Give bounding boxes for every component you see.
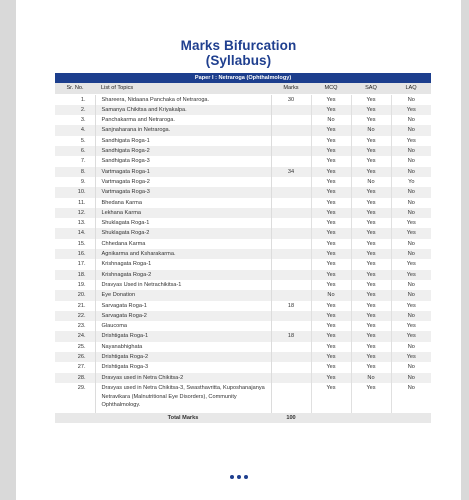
sr-cell: 13.: [55, 218, 95, 228]
marks-cell: [271, 321, 311, 331]
laq-cell: Yes: [391, 331, 431, 341]
table-row: [55, 259, 431, 269]
marks-cell: [271, 105, 311, 115]
sr-cell: 5.: [55, 136, 95, 146]
table-row: [55, 218, 431, 228]
sr-cell: 24.: [55, 331, 95, 341]
dot-icon: [237, 475, 241, 479]
mcq-cell: Yes: [311, 198, 351, 208]
mcq-cell: Yes: [311, 383, 351, 413]
sr-cell: 12.: [55, 208, 95, 218]
mcq-cell: Yes: [311, 187, 351, 197]
table-row: [55, 167, 431, 177]
topic-cell: Krishnagata Roga-1: [95, 259, 271, 269]
sr-cell: 3.: [55, 115, 95, 125]
mcq-cell: Yes: [311, 218, 351, 228]
sr-cell: 14.: [55, 228, 95, 238]
mcq-cell: Yes: [311, 280, 351, 290]
laq-cell: No: [391, 373, 431, 383]
mcq-cell: Yes: [311, 249, 351, 259]
marks-cell: [271, 187, 311, 197]
mcq-cell: Yes: [311, 94, 351, 105]
topic-cell: Dravyas used in Netra Chikitsa-2: [95, 373, 271, 383]
table-row: [55, 156, 431, 166]
saq-cell: Yes: [351, 383, 391, 413]
marks-cell: [271, 218, 311, 228]
topic-cell: Lekhana Karma: [95, 208, 271, 218]
sr-cell: 29.: [55, 383, 95, 413]
topic-cell: Chhedana Karma: [95, 239, 271, 249]
table-row: [55, 362, 431, 372]
mcq-cell: Yes: [311, 373, 351, 383]
sr-cell: 28.: [55, 373, 95, 383]
laq-cell: No: [391, 125, 431, 135]
laq-cell: Yes: [391, 218, 431, 228]
marks-cell: [271, 177, 311, 187]
sr-cell: 25.: [55, 342, 95, 352]
mcq-cell: Yes: [311, 105, 351, 115]
mcq-cell: No: [311, 290, 351, 300]
sr-cell: 10.: [55, 187, 95, 197]
marks-cell: [271, 383, 311, 413]
sr-cell: 27.: [55, 362, 95, 372]
marks-cell: [271, 208, 311, 218]
marks-cell: [271, 249, 311, 259]
mcq-cell: Yes: [311, 311, 351, 321]
mcq-cell: Yes: [311, 125, 351, 135]
dot-icon: [244, 475, 248, 479]
saq-cell: Yes: [351, 187, 391, 197]
table-row: [55, 105, 431, 115]
laq-cell: Yes: [391, 270, 431, 280]
laq-cell: Yes: [391, 136, 431, 146]
laq-cell: No: [391, 198, 431, 208]
saq-cell: Yes: [351, 321, 391, 331]
saq-cell: Yes: [351, 249, 391, 259]
table-row: [55, 208, 431, 218]
mcq-cell: Yes: [311, 167, 351, 177]
sr-cell: 2.: [55, 105, 95, 115]
laq-cell: No: [391, 208, 431, 218]
laq-cell: Yes: [391, 228, 431, 238]
saq-cell: Yes: [351, 167, 391, 177]
mcq-cell: Yes: [311, 239, 351, 249]
sr-cell: 19.: [55, 280, 95, 290]
sr-cell: 15.: [55, 239, 95, 249]
laq-cell: No: [391, 280, 431, 290]
laq-cell: Yes: [391, 352, 431, 362]
sr-cell: 21.: [55, 301, 95, 311]
paper-heading: Paper I : Netraroga (Ophthalmology): [55, 73, 431, 83]
table-row: [55, 228, 431, 238]
topic-cell: Sarvagata Roga-1: [95, 301, 271, 311]
saq-cell: Yes: [351, 259, 391, 269]
marks-cell: [271, 270, 311, 280]
topic-cell: Shuklagata Roga-1: [95, 218, 271, 228]
mcq-cell: Yes: [311, 301, 351, 311]
saq-cell: Yes: [351, 146, 391, 156]
mcq-cell: Yes: [311, 156, 351, 166]
topic-cell: Dravyas Used in Netrachikitsa-1: [95, 280, 271, 290]
laq-cell: No: [391, 94, 431, 105]
sr-cell: 11.: [55, 198, 95, 208]
table-row: [55, 187, 431, 197]
table-body: [55, 94, 431, 413]
saq-cell: Yes: [351, 352, 391, 362]
topic-cell: Sandhigata Roga-2: [95, 146, 271, 156]
marks-cell: 18: [271, 331, 311, 341]
mcq-cell: Yes: [311, 228, 351, 238]
laq-cell: Yes: [391, 105, 431, 115]
mcq-cell: Yes: [311, 331, 351, 341]
table-row: [55, 239, 431, 249]
table-row: [55, 136, 431, 146]
marks-cell: [271, 146, 311, 156]
topic-cell: Vartmagata Roga-2: [95, 177, 271, 187]
marks-cell: [271, 290, 311, 300]
table-row: [55, 352, 431, 362]
laq-cell: Yo: [391, 177, 431, 187]
sr-cell: 1.: [55, 94, 95, 105]
sr-cell: 17.: [55, 259, 95, 269]
marks-cell: [271, 156, 311, 166]
col-header-sr: Sr. No.: [55, 83, 95, 94]
sr-cell: 20.: [55, 290, 95, 300]
marks-cell: [271, 198, 311, 208]
table-row: [55, 373, 431, 383]
table-row: [55, 270, 431, 280]
laq-cell: Yes: [391, 301, 431, 311]
marks-cell: [271, 362, 311, 372]
table-row: [55, 115, 431, 125]
topic-cell: Krishnagata Roga-2: [95, 270, 271, 280]
saq-cell: Yes: [351, 228, 391, 238]
saq-cell: Yes: [351, 280, 391, 290]
mcq-cell: Yes: [311, 136, 351, 146]
table-row: [55, 198, 431, 208]
saq-cell: Yes: [351, 156, 391, 166]
sr-cell: 7.: [55, 156, 95, 166]
laq-cell: No: [391, 115, 431, 125]
marks-cell: [271, 280, 311, 290]
saq-cell: Yes: [351, 362, 391, 372]
laq-cell: No: [391, 249, 431, 259]
laq-cell: Yes: [391, 259, 431, 269]
laq-cell: No: [391, 362, 431, 372]
mcq-cell: Yes: [311, 259, 351, 269]
mcq-cell: Yes: [311, 352, 351, 362]
sr-cell: 22.: [55, 311, 95, 321]
pagination-dots: [16, 466, 461, 484]
table-row: [55, 290, 431, 300]
topic-cell: Glaucoma: [95, 321, 271, 331]
saq-cell: No: [351, 373, 391, 383]
laq-cell: No: [391, 167, 431, 177]
laq-cell: No: [391, 187, 431, 197]
table-row: [55, 177, 431, 187]
marks-cell: [271, 125, 311, 135]
dot-icon: [230, 475, 234, 479]
laq-cell: No: [391, 239, 431, 249]
marks-cell: [271, 373, 311, 383]
table-row: [55, 146, 431, 156]
table-row: [55, 94, 431, 105]
mcq-cell: Yes: [311, 270, 351, 280]
topic-cell: Dravyas used in Netra Chikitsa-3, Swasthavritta, Kuposhanajanya Netravikara (Malnutritional Eye Disorders), Community Ophthalmology.: [95, 383, 271, 413]
topic-cell: Drishtigata Roga-3: [95, 362, 271, 372]
saq-cell: Yes: [351, 239, 391, 249]
marks-cell: [271, 136, 311, 146]
sr-cell: 16.: [55, 249, 95, 259]
marks-cell: [271, 228, 311, 238]
topic-cell: Vartmagata Roga-1: [95, 167, 271, 177]
topic-cell: Panchakarma and Netraroga.: [95, 115, 271, 125]
table-row: [55, 321, 431, 331]
table-row: [55, 311, 431, 321]
mcq-cell: No: [311, 115, 351, 125]
saq-cell: Yes: [351, 105, 391, 115]
topic-cell: Nayanabhighata: [95, 342, 271, 352]
table-row: [55, 342, 431, 352]
laq-cell: No: [391, 156, 431, 166]
marks-cell: [271, 239, 311, 249]
marks-cell: [271, 352, 311, 362]
topic-cell: Sanjnaharana in Netraroga.: [95, 125, 271, 135]
marks-cell: [271, 259, 311, 269]
saq-cell: Yes: [351, 270, 391, 280]
saq-cell: No: [351, 177, 391, 187]
saq-cell: Yes: [351, 290, 391, 300]
sr-cell: 26.: [55, 352, 95, 362]
marks-cell: [271, 115, 311, 125]
marks-table: [55, 73, 431, 423]
col-header-laq: LAQ: [391, 83, 431, 94]
table-row: [55, 280, 431, 290]
document-page: [16, 0, 461, 500]
marks-cell: 30: [271, 94, 311, 105]
topic-cell: Sarvagata Roga-2: [95, 311, 271, 321]
saq-cell: Yes: [351, 198, 391, 208]
mcq-cell: Yes: [311, 362, 351, 372]
col-header-saq: SAQ: [351, 83, 391, 94]
saq-cell: Yes: [351, 94, 391, 105]
mcq-cell: Yes: [311, 177, 351, 187]
marks-cell: 34: [271, 167, 311, 177]
marks-cell: 18: [271, 301, 311, 311]
col-header-marks: Marks: [271, 83, 311, 94]
sr-cell: 18.: [55, 270, 95, 280]
page-title: Marks Bifurcation: [180, 38, 297, 53]
col-header-topics: List of Topics: [95, 83, 271, 94]
table-row: [55, 331, 431, 341]
sr-cell: 23.: [55, 321, 95, 331]
topic-cell: Shuklagata Roga-2: [95, 228, 271, 238]
saq-cell: Yes: [351, 218, 391, 228]
laq-cell: Yes: [391, 321, 431, 331]
table-row: [55, 301, 431, 311]
topic-cell: Vartmagata Roga-3: [95, 187, 271, 197]
table-row: [55, 249, 431, 259]
topic-cell: Agnikarma and Ksharakarma.: [95, 249, 271, 259]
page-subtitle: (Syllabus): [205, 53, 272, 68]
laq-cell: No: [391, 342, 431, 352]
topic-cell: Drishtigata Roga-1: [95, 331, 271, 341]
saq-cell: Yes: [351, 331, 391, 341]
topic-cell: Bhedana Karma: [95, 198, 271, 208]
mcq-cell: Yes: [311, 321, 351, 331]
sr-cell: 6.: [55, 146, 95, 156]
laq-cell: No: [391, 311, 431, 321]
laq-cell: No: [391, 383, 431, 413]
topic-cell: Samanya Chikitsa and Kriyakalpa.: [95, 105, 271, 115]
topic-cell: Drishtigata Roga-2: [95, 352, 271, 362]
sr-cell: 9.: [55, 177, 95, 187]
topic-cell: Eye Donation: [95, 290, 271, 300]
total-value: 100: [271, 413, 311, 423]
marks-cell: [271, 342, 311, 352]
marks-cell: [271, 311, 311, 321]
table-row: [55, 125, 431, 135]
saq-cell: Yes: [351, 136, 391, 146]
saq-cell: Yes: [351, 342, 391, 352]
topic-cell: Sandhigata Roga-3: [95, 156, 271, 166]
saq-cell: No: [351, 125, 391, 135]
mcq-cell: Yes: [311, 146, 351, 156]
total-label: Total Marks: [95, 413, 271, 423]
saq-cell: Yes: [351, 311, 391, 321]
mcq-cell: Yes: [311, 208, 351, 218]
table-row: [55, 383, 431, 413]
mcq-cell: Yes: [311, 342, 351, 352]
saq-cell: Yes: [351, 208, 391, 218]
sr-cell: 4.: [55, 125, 95, 135]
laq-cell: No: [391, 146, 431, 156]
topic-cell: Shareera, Nidaana Panchaka of Netraroga.: [95, 94, 271, 105]
topic-cell: Sandhigata Roga-1: [95, 136, 271, 146]
laq-cell: No: [391, 290, 431, 300]
sr-cell: 8.: [55, 167, 95, 177]
saq-cell: Yes: [351, 115, 391, 125]
saq-cell: Yes: [351, 301, 391, 311]
col-header-mcq: MCQ: [311, 83, 351, 94]
